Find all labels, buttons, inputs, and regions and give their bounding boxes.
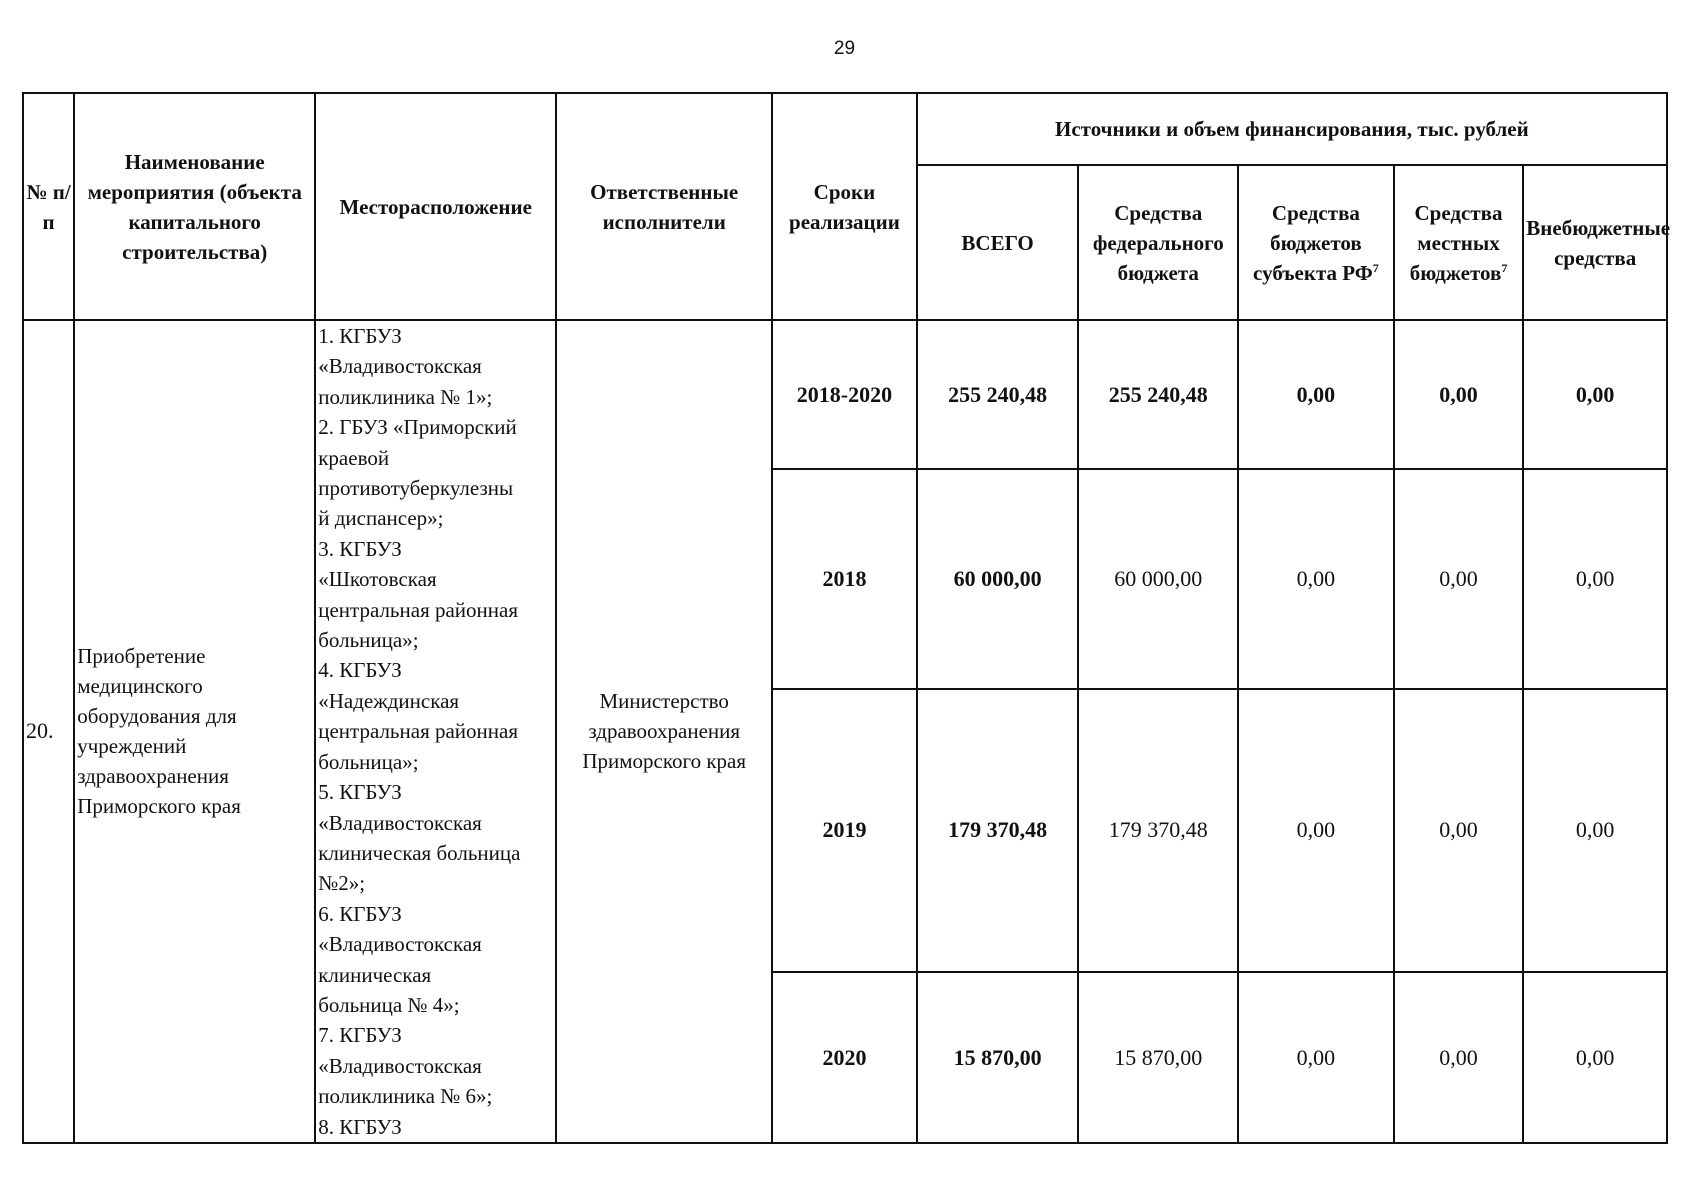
footnote-mark: 7 (1372, 260, 1379, 275)
location-line: «Шкотовская (318, 567, 437, 592)
table-row (23, 320, 1667, 469)
location-line: клиническая больница (318, 840, 521, 865)
responsible-line: здравоохранения (588, 719, 741, 744)
location-line: 5. КГБУЗ (318, 780, 402, 805)
location-line: больница № 4»; (318, 992, 460, 1017)
location-line: краевой (318, 445, 390, 470)
financing-table (22, 92, 1671, 1144)
cell-period: 2020 (772, 972, 917, 1143)
measure-name-line: оборудования для (77, 704, 237, 729)
location-line: 7. КГБУЗ (318, 1023, 402, 1048)
header-total: ВСЕГО (917, 165, 1079, 320)
header-local-text: Средства местных бюджетов (1409, 200, 1503, 285)
cell-period: 2018 (772, 469, 917, 688)
location-line: больница»; (318, 749, 419, 774)
location-line: 4. КГБУЗ (318, 658, 402, 683)
measure-name-line: Приморского края (77, 794, 241, 819)
cell-federal: 255 240,48 (1078, 320, 1238, 469)
cell-regional: 0,00 (1238, 972, 1394, 1143)
measure-name (74, 320, 315, 1143)
location-line: противотуберкулезны (318, 476, 514, 501)
location-line: «Владивостокская (318, 354, 482, 379)
cell-regional: 0,00 (1238, 320, 1394, 469)
cell-federal: 60 000,00 (1078, 469, 1238, 688)
header-regional-text: Средства бюджетов субъекта РФ (1253, 200, 1373, 285)
location-line: 1. КГБУЗ (318, 324, 402, 348)
location-line: больница»; (318, 628, 419, 653)
header-regional (1238, 165, 1394, 320)
cell-offbudget: 0,00 (1523, 972, 1667, 1143)
cell-offbudget: 0,00 (1523, 469, 1667, 688)
cell-local: 0,00 (1394, 320, 1524, 469)
measure-name-line: здравоохранения (77, 764, 229, 789)
measure-name-line: медицинского (77, 674, 203, 699)
cell-period: 2019 (772, 689, 917, 973)
location-line: центральная районная (318, 597, 518, 622)
responsible-line: Приморского края (582, 749, 747, 774)
cell-total: 179 370,48 (917, 689, 1079, 973)
location-line: поликлиника № 6»; (318, 1084, 493, 1109)
location-list (315, 320, 556, 1143)
cell-federal: 15 870,00 (1078, 972, 1238, 1143)
cell-local: 0,00 (1394, 469, 1524, 688)
measure-name-line: Приобретение (77, 644, 206, 669)
location-line: й диспансер»; (318, 506, 444, 531)
cell-regional: 0,00 (1238, 469, 1394, 688)
responsible-executor (556, 320, 772, 1143)
header-federal: Средства федерального бюджета (1078, 165, 1238, 320)
responsible-line: Министерство (599, 689, 729, 714)
location-line: «Надеждинская (318, 688, 460, 713)
page-number: 29 (833, 38, 856, 59)
cell-regional: 0,00 (1238, 689, 1394, 973)
header-responsible: Ответственные исполнители (556, 93, 772, 320)
header-local (1394, 165, 1524, 320)
cell-local: 0,00 (1394, 972, 1524, 1143)
cell-period: 2018-2020 (772, 320, 917, 469)
location-line: 6. КГБУЗ (318, 901, 402, 926)
measure-name-line: учреждений (77, 734, 187, 759)
header-offbudget: Внебюджетные средства (1523, 165, 1667, 320)
header-name: Наименование мероприятия (объекта капитального строительства) (74, 93, 315, 320)
header-period: Сроки реализации (772, 93, 917, 320)
header-location: Месторасположение (315, 93, 556, 320)
location-line: центральная районная (318, 719, 518, 744)
location-line: 8. КГБУЗ (318, 1114, 402, 1139)
cell-federal: 179 370,48 (1078, 689, 1238, 973)
cell-total: 255 240,48 (917, 320, 1079, 469)
cell-offbudget: 0,00 (1523, 320, 1667, 469)
footnote-mark: 7 (1501, 260, 1508, 275)
cell-offbudget: 0,00 (1523, 689, 1667, 973)
header-row-top (23, 93, 1667, 165)
header-funding-group: Источники и объем финансирования, тыс. рублей (917, 93, 1667, 165)
location-line: «Владивостокская (318, 1053, 482, 1078)
location-line: №2»; (318, 871, 366, 896)
header-num: № п/п (23, 93, 74, 320)
row-number: 20. (23, 320, 74, 1143)
location-line: клиническая (318, 962, 432, 987)
cell-local: 0,00 (1394, 689, 1524, 973)
location-line: «Владивостокская (318, 810, 482, 835)
location-line: «Владивостокская (318, 932, 482, 957)
cell-total: 15 870,00 (917, 972, 1079, 1143)
location-line: 3. КГБУЗ (318, 536, 402, 561)
location-line: поликлиника № 1»; (318, 384, 493, 409)
cell-total: 60 000,00 (917, 469, 1079, 688)
location-line: 2. ГБУЗ «Приморский (318, 415, 517, 440)
